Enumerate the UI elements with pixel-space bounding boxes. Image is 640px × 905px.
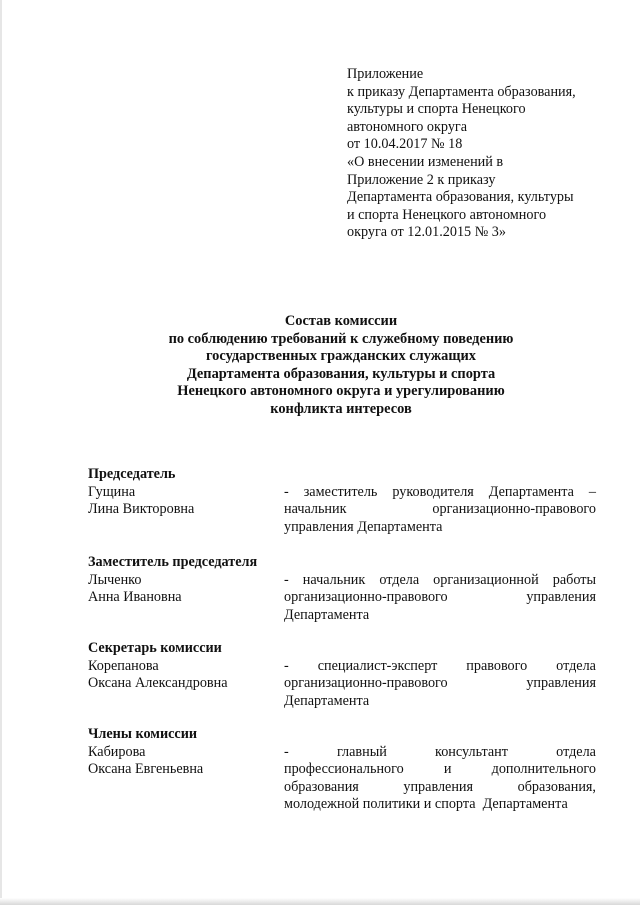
role-heading: Секретарь комиссии [88, 640, 222, 656]
word: организационно-правового [284, 675, 448, 692]
document-title [90, 313, 592, 419]
appendix-line: культуры и спорта Ненецкого [347, 101, 526, 118]
title-line: Департамента образования, культуры и спорта [186, 365, 496, 382]
member-given-names: Лина Викторовна [88, 501, 195, 518]
member-surname: Корепанова [88, 657, 159, 674]
word: образования, [517, 778, 596, 795]
title-line: по соблюдению требований к служебному поведению [168, 330, 514, 347]
word: управления [526, 675, 596, 692]
scan-edge-left [0, 0, 2, 905]
title-line: государственных гражданских служащих [206, 348, 476, 365]
section-deputy-chairman [88, 554, 596, 624]
appendix-line: Приложение [347, 66, 424, 82]
member-row [88, 658, 596, 711]
member-position [284, 572, 596, 625]
word: специалист-эксперт [317, 657, 438, 674]
word: управления [526, 589, 596, 606]
position-line [284, 607, 596, 625]
position-line [284, 658, 596, 676]
word: управления [403, 778, 474, 795]
word: организационно-правового [432, 501, 596, 518]
member-surname: Кабирова [88, 743, 146, 760]
word: профессионального [284, 761, 404, 778]
member-name [88, 658, 284, 711]
word: главный [336, 743, 387, 760]
appendix-line: Департамента образования, культуры [347, 189, 574, 206]
appendix-header [347, 66, 609, 242]
word: образования [284, 778, 359, 795]
position-line [284, 519, 596, 537]
member-given-names: Оксана Александровна [88, 675, 228, 692]
member-position [284, 744, 596, 814]
word: - [284, 657, 289, 674]
position-line [284, 589, 596, 607]
word: дополнительного [491, 761, 596, 778]
section-members [88, 726, 596, 814]
position-line [284, 501, 596, 519]
word: Департамента [284, 692, 370, 709]
word: консультант [435, 743, 508, 760]
title-line: Ненецкого автономного округа и урегулированию [177, 383, 505, 400]
member-given-names: Анна Ивановна [88, 589, 182, 606]
position-line [284, 744, 596, 762]
word: заместитель [303, 483, 378, 500]
appendix-line: и спорта Ненецкого автономного [347, 206, 547, 223]
appendix-line: «О внесении изменений в [347, 153, 504, 170]
member-row [88, 484, 596, 537]
section-chairman [88, 466, 596, 536]
title-line: Состав комиссии [284, 313, 398, 329]
word: Департамента [284, 606, 370, 623]
member-surname: Гущина [88, 483, 136, 500]
word: отдела [556, 743, 596, 760]
appendix-line: автономного округа [347, 118, 468, 135]
word: организационной [433, 571, 539, 588]
word: Департамента [488, 483, 574, 500]
word: молодежной политики и спорта Департамента [284, 796, 568, 813]
position-line [284, 779, 596, 797]
position-line [284, 796, 596, 814]
section-secretary [88, 640, 596, 710]
word: - [284, 483, 289, 500]
word: правового [466, 657, 528, 674]
member-given-names: Оксана Евгеньевна [88, 761, 204, 778]
role-heading: Заместитель председателя [88, 554, 258, 570]
word: работы [552, 571, 596, 588]
member-name [88, 572, 284, 625]
word: руководителя [392, 483, 474, 500]
member-name [88, 744, 284, 814]
scan-edge-bottom [0, 898, 640, 905]
word: начальник [284, 501, 347, 518]
appendix-line: от 10.04.2017 № 18 [347, 136, 463, 153]
position-line [284, 572, 596, 590]
word: отдела [556, 657, 596, 674]
position-line [284, 693, 596, 711]
word: организационно-правового [284, 589, 448, 606]
position-line [284, 675, 596, 693]
position-line [284, 761, 596, 779]
member-surname: Лыченко [88, 571, 142, 588]
title-line: конфликта интересов [270, 400, 412, 417]
member-position [284, 484, 596, 537]
word: – [588, 483, 596, 500]
appendix-line: Приложение 2 к приказу [347, 171, 496, 188]
word: отдела [379, 571, 420, 588]
appendix-line: к приказу Департамента образования, [347, 83, 576, 100]
member-name [88, 484, 284, 537]
word: - [284, 571, 289, 588]
word: и [443, 761, 452, 778]
position-line [284, 484, 596, 502]
word: - [284, 743, 289, 760]
member-row [88, 572, 596, 625]
role-heading: Председатель [88, 466, 176, 482]
member-position [284, 658, 596, 711]
member-row [88, 744, 596, 814]
word: управления Департамента [284, 518, 443, 535]
word: начальник [302, 571, 366, 588]
role-heading: Члены комиссии [88, 726, 198, 742]
appendix-line: округа от 12.01.2015 № 3» [347, 224, 506, 241]
